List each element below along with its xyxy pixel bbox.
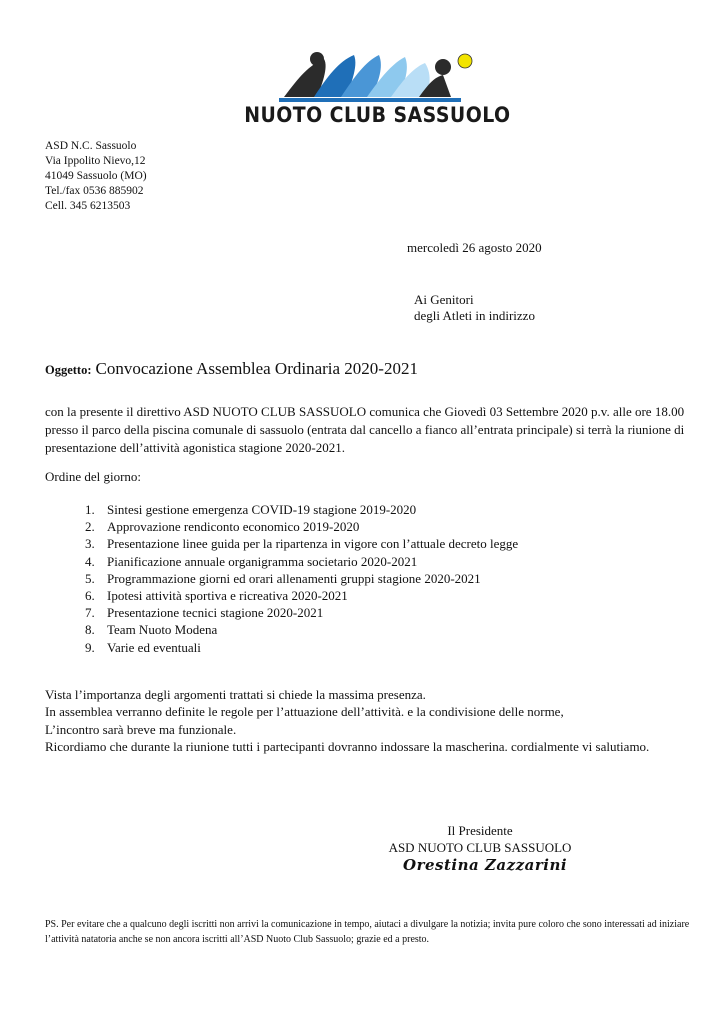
agenda-item-text: Presentazione linee guida per la ripartenza in vigore con l’attuale decreto legge: [107, 536, 519, 552]
agenda-item-number: 4.: [85, 553, 95, 569]
sender-line: Tel./fax 0536 885902: [45, 185, 144, 197]
swimmers-logo-graphic: [229, 47, 497, 103]
agenda-item: [85, 570, 518, 587]
agenda-item-text: Sintesi gestione emergenza COVID-19 stagione 2019-2020: [107, 502, 417, 517]
agenda-item-number: 5.: [85, 570, 95, 586]
sender-line: ASD N.C. Sassuolo: [45, 140, 137, 152]
agenda-item-number: 6.: [85, 588, 95, 604]
sender-line: Via Ippolito Nievo,12: [45, 155, 146, 167]
subject-label: Oggetto:: [45, 363, 92, 377]
closing-line: In assemblea verranno definite le regole per l’attuazione dell’attività. e la condivisione delle norme,: [45, 704, 564, 720]
agenda-heading: Ordine del giorno:: [45, 469, 142, 484]
agenda-item-text: Ipotesi attività sportiva e ricreativa 2020-2021: [107, 588, 348, 604]
sender-line: Cell. 345 6213503: [45, 200, 131, 212]
closing-line: L’incontro sarà breve ma funzionale.: [45, 721, 237, 737]
subject-line: [45, 359, 418, 379]
agenda-list: [85, 501, 518, 656]
agenda-item: [85, 604, 518, 621]
closing-line: Vista l’importanza degli argomenti trattati si chiede la massima presenza.: [45, 687, 426, 702]
closing-paragraph: [45, 686, 710, 756]
closing-line: Ricordiamo che durante la riunione tutti i partecipanti dovranno indossare la mascherina. cordialmente vi salutiamo.: [45, 739, 650, 755]
agenda-item: [85, 621, 518, 638]
signature-org: ASD NUOTO CLUB SASSUOLO: [388, 840, 572, 855]
agenda-item-text: Team Nuoto Modena: [107, 622, 218, 638]
agenda-item-number: 8.: [85, 622, 95, 638]
body-paragraph: con la presente il direttivo ASD NUOTO CLUB SASSUOLO comunica che Giovedì 03 Settembre 2020 p.v. alle ore 18.00 presso il parco della piscina comunale di sassuolo (entrata dal cancello a fianco all’entrata principale) si terrà la riunione di presentazione dell’attività agonistica stagione 2020-2021.: [45, 404, 685, 455]
agenda-item-text: Presentazione tecnici stagione 2020-2021: [107, 605, 324, 621]
agenda-item: [85, 553, 518, 570]
recipient-line: degli Atleti in indirizzo: [414, 308, 535, 323]
agenda-item-number: 7.: [85, 605, 95, 621]
club-logo: [229, 47, 511, 133]
agenda-item: [85, 639, 518, 656]
agenda-item: [85, 587, 518, 604]
agenda-item-text: Pianificazione annuale organigramma societario 2020-2021: [107, 553, 418, 569]
subject-text: Convocazione Assemblea Ordinaria 2020-2021: [95, 359, 418, 378]
recipient-block: [414, 292, 535, 324]
agenda-item: [85, 501, 518, 518]
agenda-item-text: Varie ed eventuali: [107, 639, 201, 655]
recipient-line: Ai Genitori: [414, 292, 474, 307]
sender-address: [45, 139, 147, 214]
sender-line: 41049 Sassuolo (MO): [45, 170, 147, 182]
agenda-item-number: 3.: [85, 536, 95, 552]
agenda-item: [85, 535, 518, 552]
agenda-item-number: 2.: [85, 519, 95, 535]
agenda-item-number: 1.: [85, 502, 95, 517]
signature-block: [360, 822, 600, 856]
logo-text: NUOTO CLUB SASSUOLO: [244, 103, 511, 127]
signature-role: Il Presidente: [447, 823, 513, 838]
agenda-item-number: 9.: [85, 639, 95, 655]
agenda-item: [85, 518, 518, 535]
agenda-item-text: Programmazione giorni ed orari allenamenti gruppi stagione 2020-2021: [107, 570, 481, 586]
letter-date: mercoledì 26 agosto 2020: [407, 240, 542, 255]
postscript: PS. Per evitare che a qualcuno degli iscritti non arrivi la comunicazione in tempo, aiutaci a divulgare la notizia; invita pure coloro che sono interessati ad iniziare l’attività natatoria anche se non ancora iscritti all’ASD Nuoto Club Sassuolo; grazie ed a presto.: [45, 919, 690, 945]
signature-name: Orestina Zazzarini: [403, 856, 568, 874]
agenda-item-text: Approvazione rendiconto economico 2019-2020: [107, 519, 360, 535]
